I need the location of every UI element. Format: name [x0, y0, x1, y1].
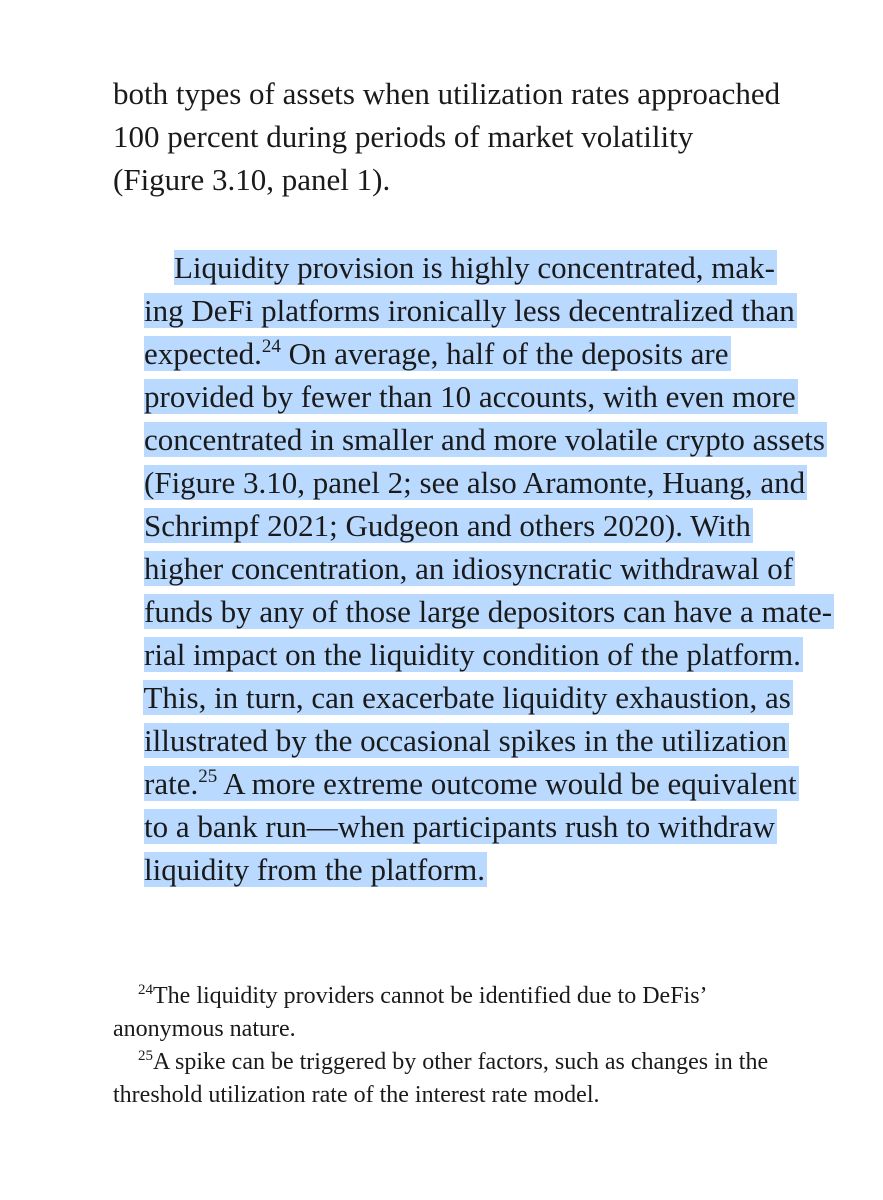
highlighted-line[interactable] — [113, 633, 793, 715]
footnote-text: The liquidity providers cannot be identified due to DeFis’ — [153, 983, 708, 1009]
highlighted-line[interactable] — [113, 719, 799, 801]
highlighted-line[interactable] — [113, 375, 827, 457]
selected-text[interactable]: Liquidity provision is highly concentrated, mak- — [174, 250, 775, 285]
body-line: both types of assets when utilization rates approached — [113, 76, 781, 111]
footnote-marker: 24 — [138, 982, 153, 998]
footnote-25-continuation: threshold utilization rate of the interest rate model. — [113, 1082, 600, 1108]
footnote-reference-24[interactable]: 24 — [261, 336, 281, 357]
footnote-25 — [138, 1046, 768, 1078]
footnote-reference-25[interactable]: 25 — [198, 766, 218, 787]
selected-text[interactable]: higher concentration, an idiosyncratic withdrawal of — [144, 551, 794, 586]
highlighted-line[interactable] — [113, 246, 797, 328]
footnote-24 — [138, 980, 708, 1012]
highlighted-line[interactable] — [113, 805, 487, 887]
highlighted-line[interactable] — [113, 289, 731, 371]
highlighted-line[interactable] — [113, 676, 789, 758]
selected-text-segment: expected. — [144, 336, 262, 371]
highlighted-line[interactable] — [113, 332, 798, 414]
highlighted-line[interactable] — [113, 461, 753, 543]
highlighted-line[interactable] — [143, 203, 777, 285]
highlighted-line[interactable] — [113, 504, 795, 586]
highlighted-line[interactable] — [113, 547, 834, 629]
selected-text[interactable]: ing DeFi platforms ironically less decentralized than — [144, 293, 795, 328]
selected-text[interactable]: to a bank run—when participants rush to withdraw — [144, 809, 776, 844]
selected-text-segment: On average, half of the deposits are — [280, 336, 729, 371]
selected-text[interactable]: liquidity from the platform. — [144, 852, 485, 887]
selected-text[interactable]: Schrimpf 2021; Gudgeon and others 2020). With — [144, 508, 751, 543]
selected-text[interactable]: This, in turn, can exacerbate liquidity exhaustion, as — [143, 680, 791, 715]
selected-text[interactable]: funds by any of those large depositors can have a mate- — [144, 594, 833, 629]
footnote-marker: 25 — [138, 1048, 153, 1064]
body-line: 100 percent during periods of market volatility — [113, 119, 694, 154]
highlighted-line[interactable] — [113, 418, 807, 500]
selected-text[interactable]: illustrated by the occasional spikes in the utilization — [144, 723, 788, 758]
footnote-24-continuation: anonymous nature. — [113, 1016, 296, 1042]
selected-text[interactable]: rial impact on the liquidity condition of the platform. — [144, 637, 801, 672]
selected-text[interactable]: concentrated in smaller and more volatile crypto assets — [144, 422, 825, 457]
footnote-text: A spike can be triggered by other factors, such as changes in the — [153, 1049, 769, 1075]
body-line: (Figure 3.10, panel 1). — [113, 162, 391, 197]
selected-text-segment: A more extreme outcome would be equivalent — [217, 766, 797, 801]
highlighted-line[interactable] — [113, 590, 803, 672]
selected-text-segment: rate. — [144, 766, 199, 801]
highlighted-line[interactable] — [113, 762, 777, 844]
selected-text[interactable]: provided by fewer than 10 accounts, with even more — [144, 379, 796, 414]
selected-text[interactable]: (Figure 3.10, panel 2; see also Aramonte, Huang, and — [144, 465, 806, 500]
